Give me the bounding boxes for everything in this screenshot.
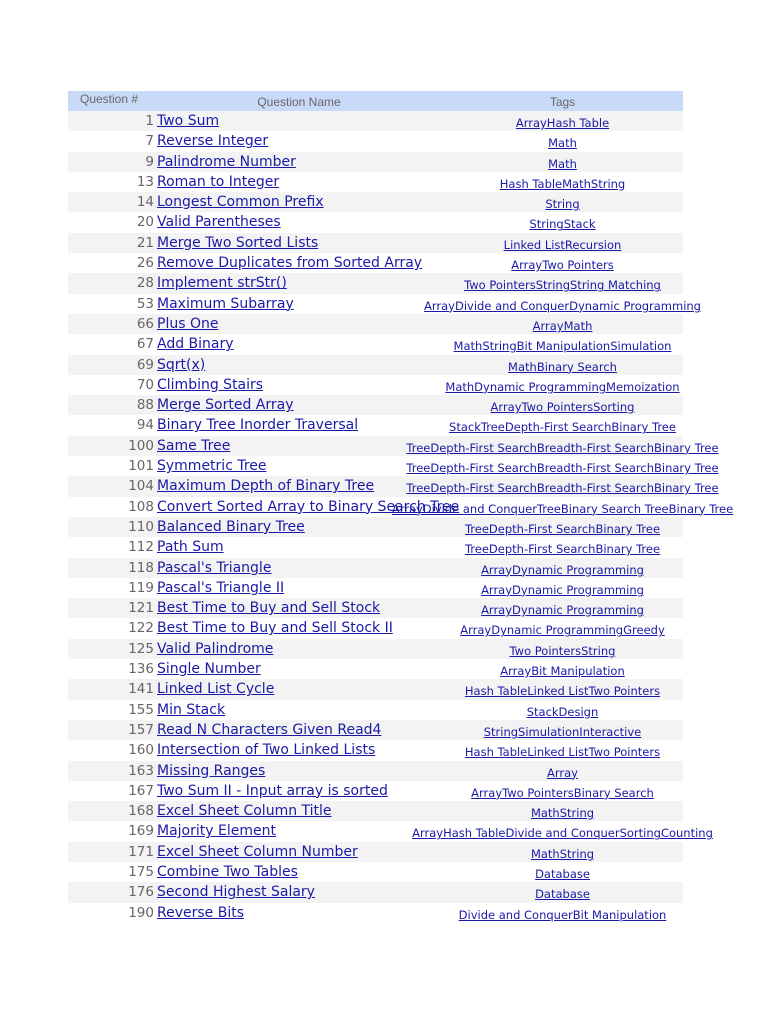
tags-cell	[442, 560, 683, 580]
table-row	[68, 700, 683, 720]
question-number: 26	[136, 255, 154, 272]
question-name-link[interactable]: Intersection of Two Linked Lists	[157, 742, 376, 759]
tags-cell	[442, 641, 683, 661]
question-name-link[interactable]: Climbing Stairs	[157, 376, 264, 393]
question-name-link[interactable]: Path Sum	[157, 539, 224, 556]
tags-cell	[442, 377, 683, 397]
tags-cell	[391, 499, 734, 519]
header-question-number: Question #	[80, 92, 139, 106]
tags-link[interactable]: ArrayBit Manipulation	[500, 664, 625, 679]
table-row	[68, 152, 683, 172]
tags-cell	[442, 681, 683, 701]
question-number: 118	[128, 559, 154, 576]
tags-cell	[442, 133, 683, 153]
tags-link[interactable]: ArrayHash Table	[515, 116, 610, 130]
question-name-link[interactable]: Linked List Cycle	[157, 681, 275, 698]
tags-link[interactable]: ArrayDynamic Programming	[481, 603, 644, 618]
tags-link[interactable]: Two PointersStringString Matching	[464, 278, 661, 293]
question-name-link[interactable]: Balanced Binary Tree	[157, 518, 305, 535]
question-name-link[interactable]: Maximum Depth of Binary Tree	[157, 478, 375, 495]
question-name-link[interactable]: Reverse Integer	[157, 133, 269, 150]
question-name-link[interactable]: Convert Sorted Array to Binary Search Tree	[157, 498, 460, 515]
tags-cell	[442, 600, 683, 620]
question-name-link[interactable]: Majority Element	[157, 823, 276, 840]
question-number: 122	[128, 620, 154, 637]
tags-cell	[442, 539, 683, 559]
question-number: 94	[136, 417, 154, 434]
table-row	[68, 720, 683, 740]
table-row	[68, 436, 719, 456]
question-number: 155	[128, 701, 154, 718]
tags-link[interactable]: TreeDepth-First SearchBreadth-First SearchBinary Tree	[406, 481, 719, 496]
question-name-link[interactable]: Pascal's Triangle II	[157, 579, 285, 596]
table-row	[68, 558, 683, 578]
question-number: 175	[128, 863, 154, 880]
table-row	[68, 273, 683, 293]
question-number: 110	[128, 518, 154, 535]
table-row	[68, 294, 701, 314]
tags-cell	[406, 458, 719, 478]
tags-cell	[442, 275, 683, 295]
tags-cell	[442, 702, 683, 722]
table-row	[68, 781, 683, 801]
question-name-link[interactable]: Two Sum	[157, 113, 220, 129]
tags-link[interactable]: Database	[535, 866, 590, 881]
question-name-link[interactable]: Excel Sheet Column Title	[157, 803, 332, 820]
tags-cell	[442, 884, 683, 904]
table-row	[68, 639, 683, 659]
tags-link[interactable]: Database	[535, 887, 590, 902]
tags-link[interactable]: MathDynamic ProgrammingMemoization	[445, 379, 680, 394]
tags-cell	[442, 580, 683, 600]
question-name-link[interactable]: Symmetric Tree	[157, 458, 267, 475]
tags-link[interactable]: Two PointersString	[509, 643, 616, 658]
table-row	[68, 172, 683, 192]
question-number: 88	[136, 397, 154, 414]
question-name-link[interactable]: Min Stack	[157, 701, 226, 718]
table-row	[68, 131, 683, 151]
tags-link[interactable]: ArrayTwo PointersSorting	[490, 400, 635, 415]
question-number: 13	[136, 173, 154, 190]
question-name-link[interactable]: Two Sum II - Input array is sorted	[157, 782, 388, 799]
question-number: 141	[128, 681, 154, 698]
table-row	[68, 740, 683, 760]
question-number: 104	[128, 478, 154, 495]
question-number: 163	[128, 762, 154, 779]
question-name-link[interactable]: Sqrt(x)	[157, 356, 206, 373]
tags-link[interactable]: MathStringBit ManipulationSimulation	[453, 339, 672, 354]
question-table	[68, 91, 734, 923]
question-name-link[interactable]: Missing Ranges	[157, 762, 266, 779]
table-row	[68, 111, 683, 131]
question-number: 9	[145, 153, 154, 170]
question-number: 119	[128, 579, 154, 596]
table-row	[68, 497, 734, 517]
tags-cell	[442, 235, 683, 255]
tags-cell	[442, 113, 683, 133]
tags-cell	[424, 296, 701, 316]
tags-cell	[406, 478, 719, 498]
table-row	[68, 862, 683, 882]
tags-link[interactable]: Hash TableLinked ListTwo Pointers	[464, 684, 661, 699]
question-name-link[interactable]: Add Binary	[157, 336, 234, 353]
tags-link[interactable]: Hash TableLinked ListTwo Pointers	[464, 745, 661, 760]
tags-cell	[442, 174, 683, 194]
question-name-link[interactable]: Best Time to Buy and Sell Stock	[157, 600, 381, 617]
question-name-link[interactable]: Implement strStr()	[157, 275, 287, 292]
tags-link[interactable]: TreeDepth-First SearchBreadth-First SearchBinary Tree	[406, 440, 719, 455]
table-row	[68, 903, 683, 923]
table-row	[68, 598, 683, 618]
tags-cell	[442, 255, 683, 275]
question-name-link[interactable]: Best Time to Buy and Sell Stock II	[157, 620, 393, 637]
table-row	[68, 842, 683, 862]
question-number: 121	[128, 600, 154, 617]
tags-cell	[406, 438, 719, 458]
tags-cell	[442, 519, 683, 539]
tags-cell	[442, 763, 683, 783]
question-name-link[interactable]: Merge Sorted Array	[157, 397, 294, 414]
question-number: 101	[128, 458, 154, 475]
question-number: 21	[136, 234, 154, 251]
question-name-link[interactable]: Valid Palindrome	[157, 640, 274, 657]
tags-link[interactable]: Divide and ConquerBit Manipulation	[458, 907, 667, 922]
tags-cell	[442, 783, 683, 803]
tags-cell	[442, 397, 683, 417]
table-row	[68, 537, 683, 557]
table-row	[68, 355, 683, 375]
question-number: 125	[128, 640, 154, 657]
tags-cell	[442, 336, 683, 356]
tags-link[interactable]: Hash TableMathString	[499, 176, 626, 191]
tags-link[interactable]: ArrayDynamic ProgrammingGreedy	[460, 623, 665, 638]
tags-link[interactable]: ArrayTwo PointersBinary Search	[471, 785, 654, 800]
question-name-link[interactable]: Merge Two Sorted Lists	[157, 234, 319, 251]
question-name-link[interactable]: Longest Common Prefix	[157, 194, 324, 211]
table-row	[68, 882, 683, 902]
tags-cell	[442, 194, 683, 214]
table-row	[68, 415, 683, 435]
tags-link[interactable]: ArrayMath	[532, 318, 593, 333]
table-row	[68, 801, 683, 821]
tags-link[interactable]: ArrayDivide and ConquerDynamic Programming	[424, 298, 701, 313]
question-name-link[interactable]: Plus One	[157, 315, 219, 332]
table-row	[68, 517, 683, 537]
question-name-link[interactable]: Palindrome Number	[157, 153, 296, 170]
question-number: 7	[145, 133, 154, 150]
tags-cell	[442, 417, 683, 437]
tags-cell	[442, 316, 683, 336]
tags-link[interactable]: ArrayDivide and ConquerTreeBinary Search TreeBinary Tree	[391, 501, 734, 516]
question-name-link[interactable]: Valid Parentheses	[157, 214, 281, 231]
tags-link[interactable]: ArrayDynamic Programming	[481, 562, 644, 577]
question-number: 1	[145, 113, 154, 129]
table-row	[68, 253, 683, 273]
question-name-link[interactable]: Roman to Integer	[157, 173, 280, 190]
question-number: 70	[136, 376, 154, 393]
tags-link[interactable]: Math	[548, 156, 577, 171]
table-row	[68, 192, 683, 212]
table-row	[68, 456, 719, 476]
tags-cell	[442, 803, 683, 823]
question-name-link[interactable]: Single Number	[157, 661, 261, 678]
tags-link[interactable]: TreeDepth-First SearchBinary Tree	[464, 542, 661, 557]
tags-link[interactable]: StringSimulationInteractive	[483, 724, 642, 739]
question-name-link[interactable]: Same Tree	[157, 437, 231, 454]
table-row	[68, 578, 683, 598]
tags-link[interactable]: TreeDepth-First SearchBinary Tree	[464, 521, 661, 536]
tags-link[interactable]: Math	[548, 136, 577, 151]
question-number: 53	[136, 295, 154, 312]
table-row	[68, 212, 683, 232]
tags-cell	[442, 214, 683, 234]
question-number: 169	[128, 823, 154, 840]
question-number: 190	[128, 904, 154, 921]
question-number: 28	[136, 275, 154, 292]
table-row	[68, 314, 683, 334]
table-row	[68, 821, 713, 841]
question-name-link[interactable]: Combine Two Tables	[157, 863, 298, 880]
tags-link[interactable]: TreeDepth-First SearchBreadth-First SearchBinary Tree	[406, 461, 719, 476]
question-name-link[interactable]: Reverse Bits	[157, 904, 245, 921]
tags-link[interactable]: StackDesign	[526, 704, 599, 719]
question-name-link[interactable]: Excel Sheet Column Number	[157, 843, 358, 860]
table-row	[68, 395, 683, 415]
header-question-name: Question Name	[257, 95, 341, 109]
question-number: 167	[128, 782, 154, 799]
table-row	[68, 659, 683, 679]
question-number: 69	[136, 356, 154, 373]
tags-cell	[442, 357, 683, 377]
tags-link[interactable]: StringStack	[529, 217, 596, 232]
question-number: 20	[136, 214, 154, 231]
table-header	[68, 91, 683, 111]
tags-cell	[442, 742, 683, 762]
tags-cell	[412, 823, 713, 843]
tags-cell	[442, 620, 683, 640]
tags-link[interactable]: StackTreeDepth-First SearchBinary Tree	[449, 420, 676, 435]
question-number: 168	[128, 803, 154, 820]
tags-link[interactable]: String	[545, 197, 580, 212]
tags-link[interactable]: MathBinary Search	[508, 359, 617, 374]
table-row	[68, 334, 683, 354]
question-number: 157	[128, 721, 154, 738]
tags-link[interactable]: MathString	[530, 846, 595, 861]
question-name-link[interactable]: Remove Duplicates from Sorted Array	[157, 255, 423, 272]
table-row	[68, 233, 683, 253]
question-number: 108	[128, 498, 154, 515]
question-number: 14	[136, 194, 154, 211]
question-number: 100	[128, 437, 154, 454]
table-row	[68, 476, 719, 496]
tags-link[interactable]: Linked ListRecursion	[503, 237, 622, 252]
table-row	[68, 679, 683, 699]
question-number: 171	[128, 843, 154, 860]
question-number: 67	[136, 336, 154, 353]
question-number: 136	[128, 661, 154, 678]
tags-cell	[442, 661, 683, 681]
question-number: 112	[128, 539, 154, 556]
table-row	[68, 618, 683, 638]
question-name-link[interactable]: Read N Characters Given Read4	[157, 721, 382, 738]
tags-link[interactable]: ArrayTwo Pointers	[511, 258, 614, 273]
question-name-link[interactable]: Binary Tree Inorder Traversal	[157, 417, 359, 434]
question-name-link[interactable]: Maximum Subarray	[157, 295, 294, 312]
question-number: 176	[128, 884, 154, 901]
table-row	[68, 761, 683, 781]
tags-link[interactable]: ArrayHash TableDivide and ConquerSortingCounting	[412, 826, 713, 841]
question-number: 66	[136, 315, 154, 332]
table-row	[68, 375, 683, 395]
tags-cell	[442, 154, 683, 174]
question-name-link[interactable]: Second Highest Salary	[157, 884, 315, 901]
tags-cell	[442, 844, 683, 864]
table-body	[68, 111, 734, 923]
tags-link[interactable]: Array	[547, 765, 578, 780]
header-tags: Tags	[549, 95, 576, 109]
question-name-link[interactable]: Pascal's Triangle	[157, 559, 272, 576]
question-number: 160	[128, 742, 154, 759]
tags-cell	[442, 864, 683, 884]
tags-link[interactable]: ArrayDynamic Programming	[481, 582, 644, 597]
tags-cell	[442, 722, 683, 742]
tags-cell	[442, 905, 683, 925]
tags-link[interactable]: MathString	[530, 806, 595, 821]
